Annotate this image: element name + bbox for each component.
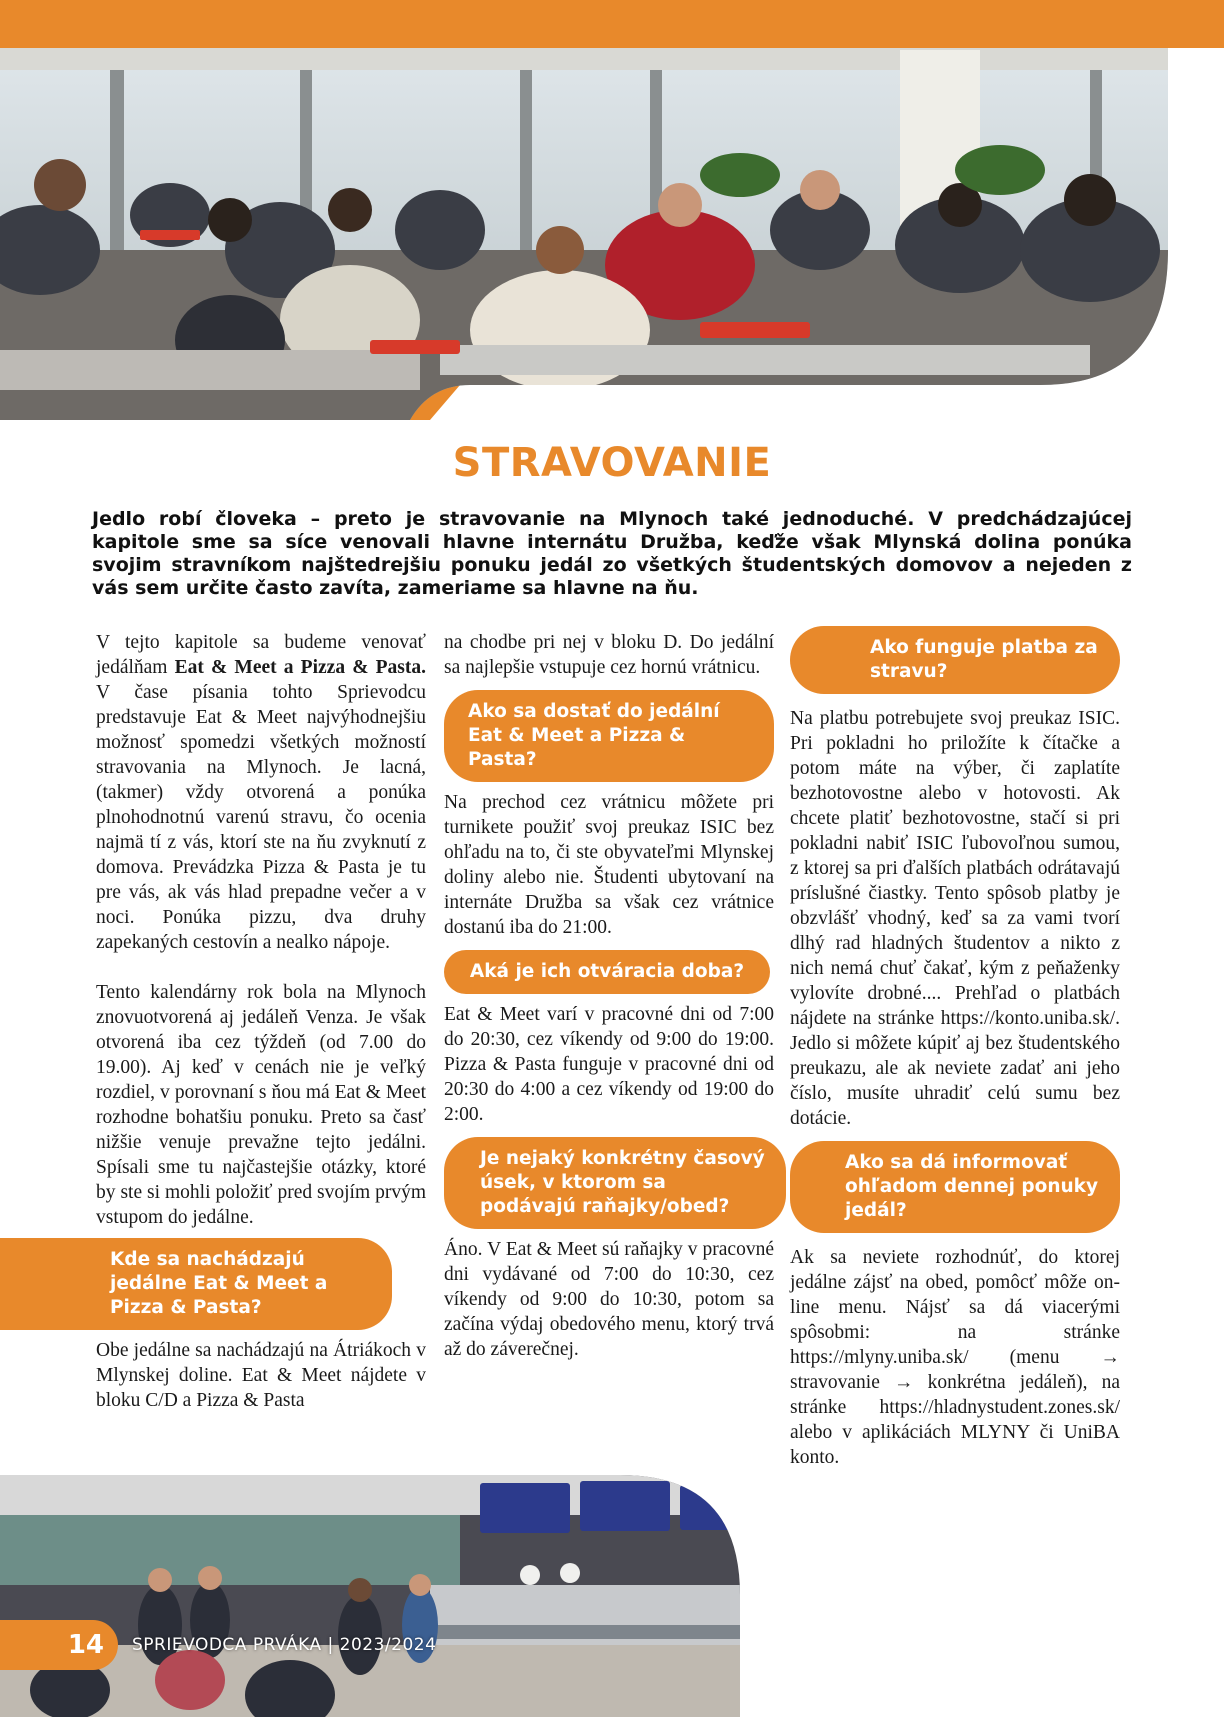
page-number-badge	[0, 1620, 118, 1670]
question-where-badge: Kde sa nachádzajú jedálne Eat & Meet a Pizza & Pasta?	[0, 1238, 392, 1330]
col1-paragraph-2: Tento kalendárny rok bola na Mlynoch znovuotvorená aj jedáleň Venza. Je však otvorená iba cez týždeň (od 7.00 do 19.00). Aj keď v cenách nie je veľký rozdiel, v porovnaní s ňou má Eat & Meet rozhodne bohatšiu ponuku. Preto sa časť nižšie venuje prevažne tejto jedálni. Spísali sme tu najčastejšie otázky, ktoré by ste si mohli položiť pred svojím prvým vstupom do jedálne.	[96, 982, 426, 1228]
canteen-counter-photo	[0, 1475, 760, 1717]
column-1	[96, 630, 426, 1413]
col1-p1-text-a: V tejto kapitole sa budeme venovať jedálňam	[96, 632, 426, 678]
question-menu-info-badge: Ako sa dá informovať ohľadom dennej ponuky jedál?	[790, 1141, 1120, 1233]
cafeteria-photo	[0, 0, 1224, 425]
question-meal-times-badge: Je nejaký konkrétny časový úsek, v ktorom sa podávajú raňajky/obed?	[444, 1137, 786, 1229]
publication-title: SPRIEVODCA PRVÁKA | 2023/2024	[132, 1635, 437, 1655]
page-footer	[0, 1620, 436, 1670]
hero-photo	[0, 0, 1224, 425]
page-title: STRAVOVANIE	[452, 440, 772, 486]
col2-paragraph-1: na chodbe pri nej v bloku D. Do jedální sa najlepšie vstupuje cez hornú vrátnicu.	[444, 632, 774, 678]
col2-paragraph-3: Eat & Meet varí v pracovné dni od 7:00 do 20:30, cez víkendy od 9:00 do 19:00. Pizza & Pasta funguje v pracovné dni od 20:30 do 4:00 a cez víkendy od 19:00 do 2:00.	[444, 1004, 774, 1125]
bottom-photo	[0, 1475, 760, 1717]
col1-paragraph-3: Obe jedálne sa nachádzajú na Átriákoch v Mlynskej doline. Eat & Meet nájdete v bloku C/D a Pizza & Pasta	[96, 1340, 426, 1411]
column-3	[790, 626, 1120, 1470]
page-number: 14	[67, 1630, 104, 1660]
col2-paragraph-2: Na prechod cez vrátnicu môžete pri turnikete použiť svoj preukaz ISIC bez ohľadu na to, či ste obyvateľmi Mlynskej doliny alebo nie. Študenti ubytovaní na internáte Družba sa však cez vrátnice dostanú iba do 21:00.	[444, 792, 774, 938]
column-2	[444, 630, 774, 1362]
col2-paragraph-4: Áno. V Eat & Meet sú raňajky v pracovné dni vydávané od 7:00 do 10:30, cez víkendy od 9:00 do 10:30, potom sa začína výdaj obedového menu, ktorý trvá až do záverečnej.	[444, 1239, 774, 1360]
col1-p1-text-c: V čase písania tohto Sprievodcu predstavuje Eat & Meet najvýhodnejšiu možnosť spomedzi všetkých možností stravovania na Mlynoch. Je lacná, (takmer) vždy otvorená a ponúka plnohodnotnú varenú stravu, čo ocenia najmä tí z vás, ktorí ste na ňu zvyknutí z domova. Prevádzka Pizza & Pasta je tu pre vás, ak vás hlad prepadne večer a v noci. Ponúka pizzu, dva druhy zapekaných cestovín a nealko nápoje.	[96, 682, 426, 953]
question-hours-badge: Aká je ich otváracia doba?	[444, 950, 770, 994]
col3-paragraph-2: Ak sa neviete rozhodnúť, do ktorej jedálne zájsť na obed, pomôcť môže on-line menu. Nájsť sa dá viacerými spôsobmi: na stránke https://mlyny.uniba.sk/ (menu → stravovanie → konkrétna jedáleň), na stránke https://hladnystudent.zones.sk/ alebo v aplikáciách MLYNY či UniBA konto.	[790, 1247, 1120, 1468]
col3-paragraph-1: Na platbu potrebujete svoj preukaz ISIC. Pri pokladni ho priložíte k čítačke a potom máte na výber, či zaplatíte bezhotovostne alebo v hotovosti. Ak chcete platiť bezhotovostne, stačí si pri pokladni nabiť ISIC ľubovoľnou sumou, z ktorej sa pri ďalších platbách odrátavajú príslušné čiastky. Tento spôsob platby je obzvlášť vhodný, keď sa za vami tvorí dlhý rad hladných študentov a nikto z nich nemá chuť čakať, kým z peňaženky vylovíte drobné.... Prehľad o platbách nájdete na stránke https://konto.uniba.sk/. Jedlo si môžete kúpiť aj bez študentského preukazu, ale ak neviete zadať ani jeho číslo, musíte uhradiť celú sumu bez dotácie.	[790, 708, 1120, 1129]
question-access-badge: Ako sa dostať do jedální Eat & Meet a Pizza & Pasta?	[444, 690, 774, 782]
paragraph-gap	[96, 955, 426, 980]
col1-p1-bold: Eat & Meet a Pizza & Pasta.	[174, 657, 426, 678]
lead-paragraph: Jedlo robí človeka – preto je stravovanie na Mlynoch také jednoduché. V predchádzajúcej kapitole sme sa síce venovali hlavne internátu Družba, keďže však Mlynská dolina ponúka svojim stravníkom najštedrejšiu ponuku jedál zo všetkých študentských domovov a nejeden z vás sem určite často zavíta, zameriame sa hlavne na ňu.	[92, 508, 1132, 599]
col1-paragraph-1	[96, 630, 426, 955]
question-payment-badge: Ako funguje platba za stravu?	[790, 626, 1120, 694]
